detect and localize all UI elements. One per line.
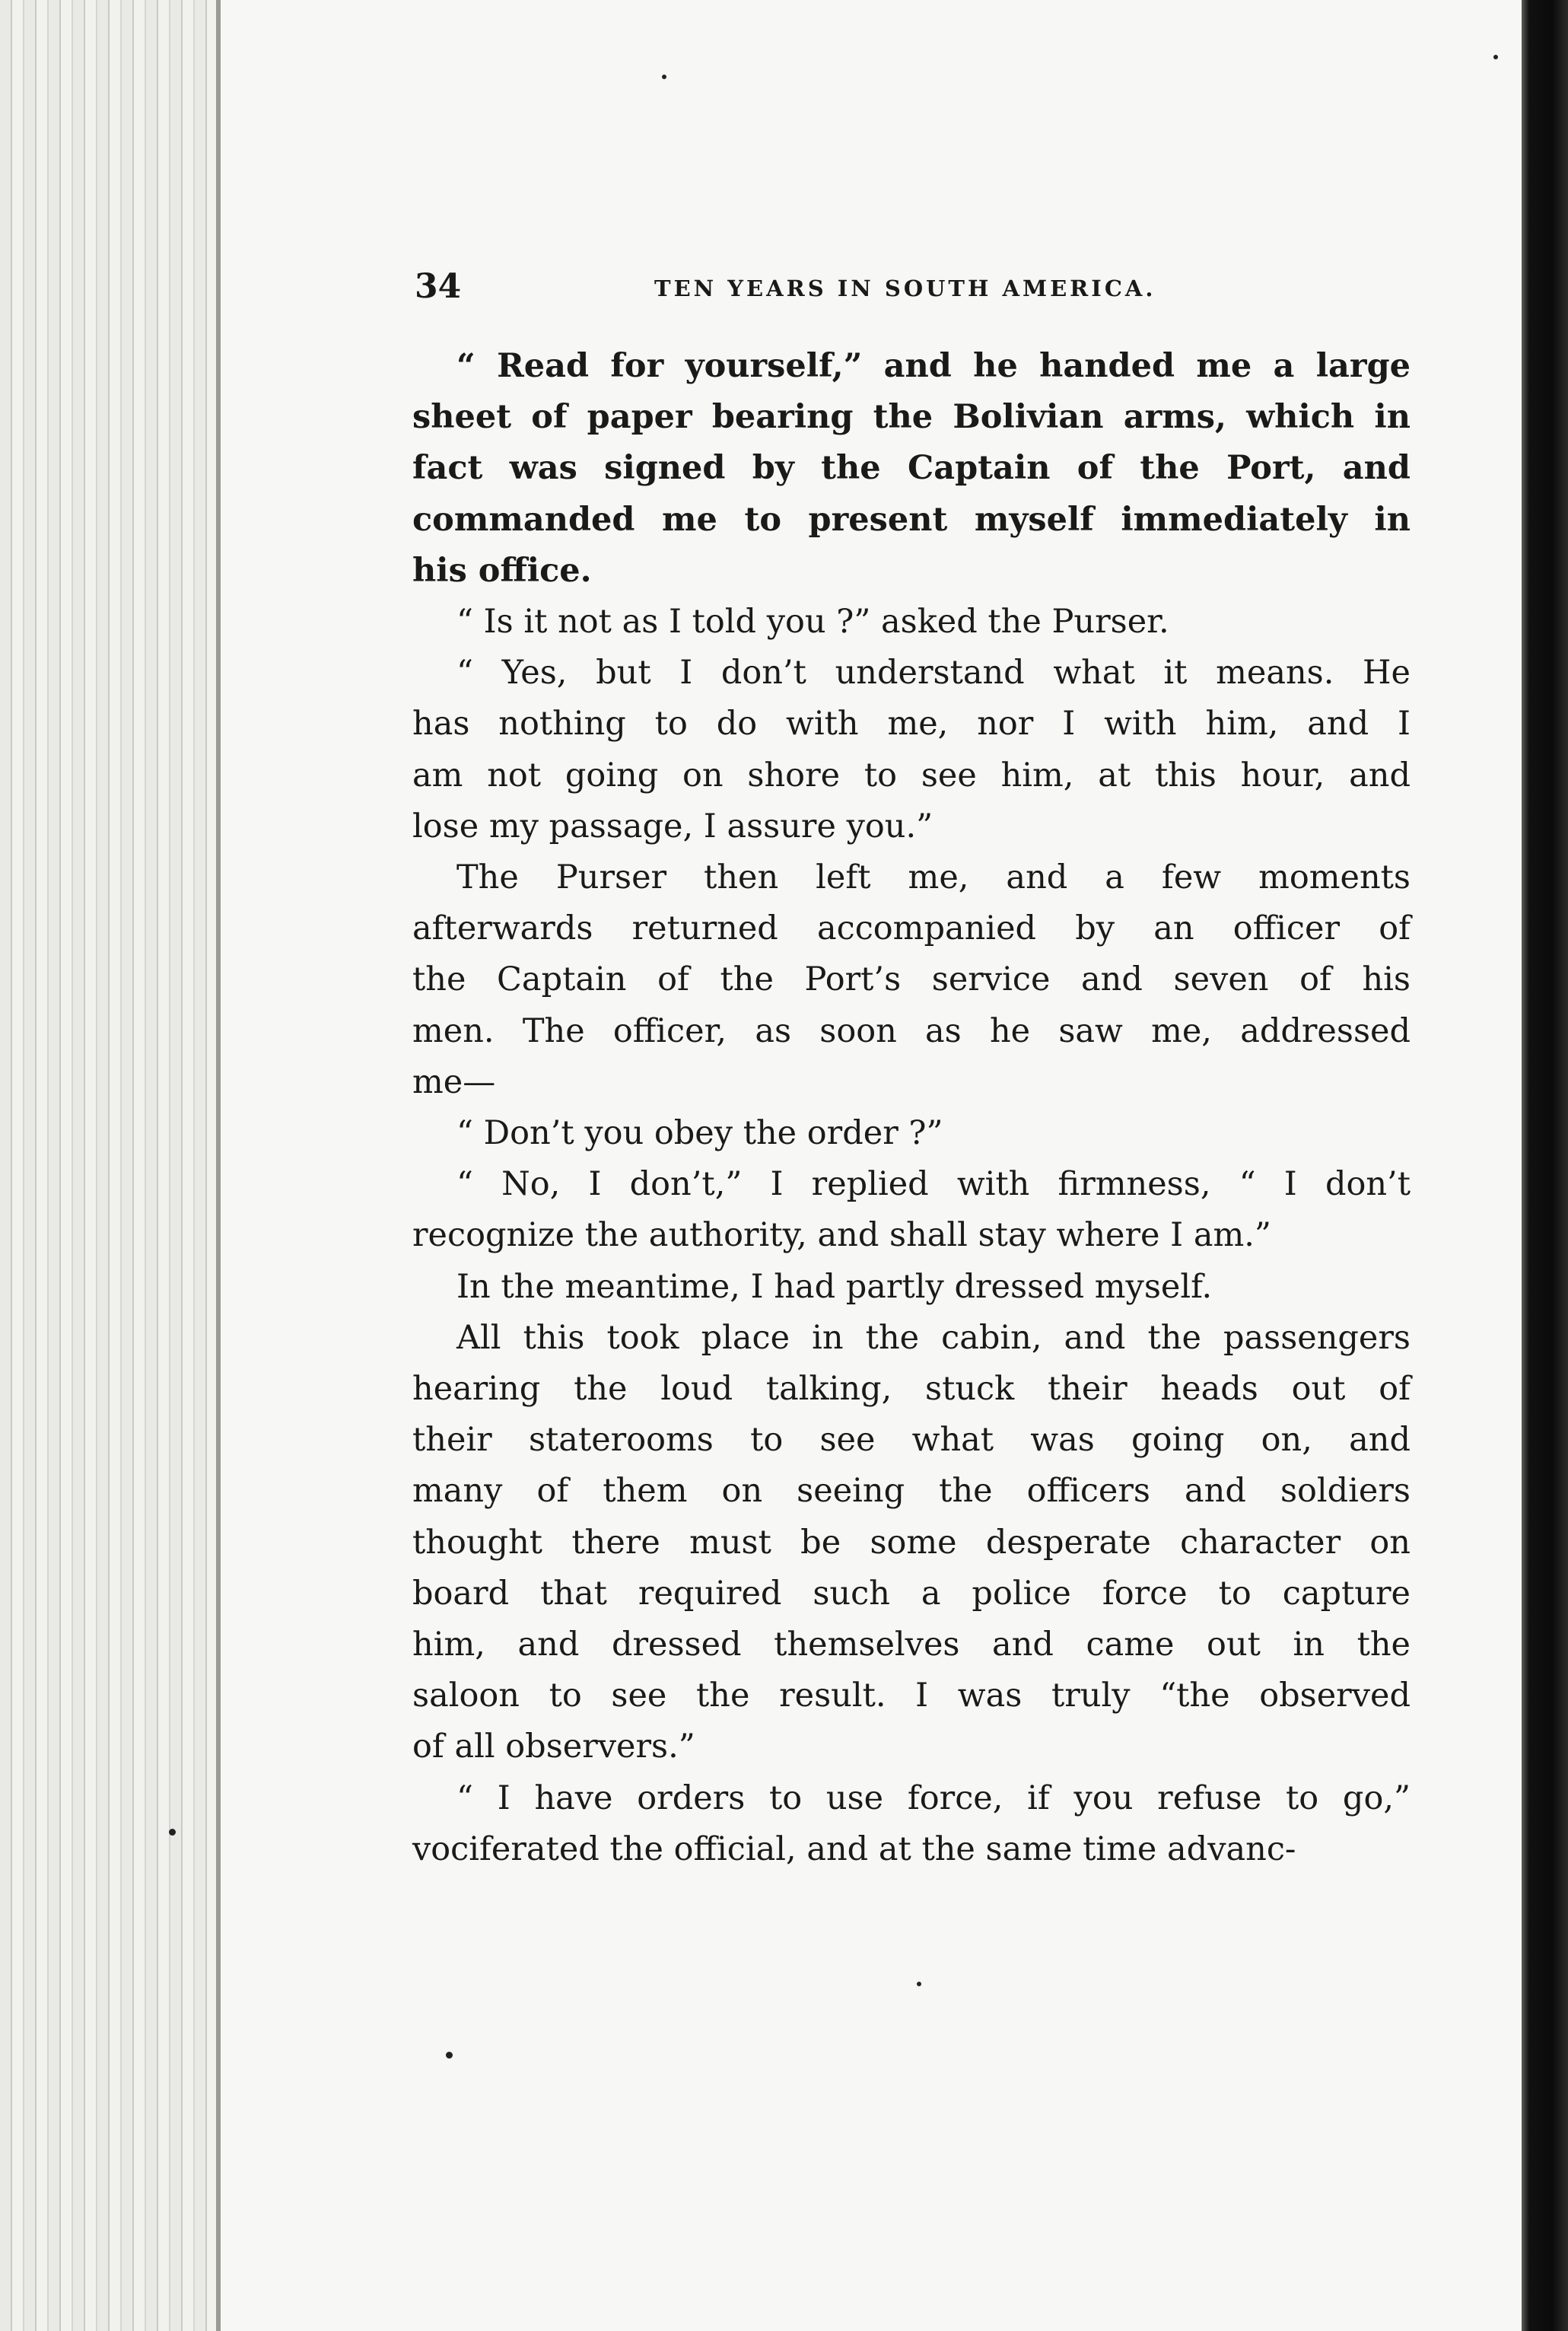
text-line: of all observers.”	[412, 1728, 695, 1766]
text-line: men. The officer, as soon as he saw me, addressed	[412, 1011, 1411, 1050]
paragraph	[412, 597, 1411, 648]
paragraph	[412, 341, 1411, 597]
stacked-page-edges	[0, 0, 221, 2331]
text-line: many of them on seeing the officers and soldiers	[412, 1472, 1411, 1511]
text-line: “ Read for yourself,” and he handed me a large	[456, 347, 1411, 385]
text-line: “ Don’t you obey the order ?”	[456, 1114, 943, 1153]
text-line: the Captain of the Port’s service and seven of his	[412, 960, 1411, 999]
text-line: recognize the authority, and shall stay where I am.”	[412, 1216, 1271, 1255]
body-text	[412, 341, 1411, 1875]
text-line: commanded me to present myself immediately in	[412, 500, 1411, 539]
text-line: lose my passage, I assure you.”	[412, 807, 933, 845]
text-line: hearing the loud talking, stuck their heads out of	[412, 1370, 1411, 1409]
text-line: me—	[412, 1062, 496, 1101]
text-line: am not going on shore to see him, at this hour, and	[412, 756, 1411, 795]
text-line: “ Yes, but I don’t understand what it means. He	[456, 654, 1411, 693]
text-line: thought there must be some desperate character on	[412, 1523, 1411, 1562]
text-line: “ I have orders to use force, if you refuse to go,”	[456, 1779, 1411, 1817]
text-line: has nothing to do with me, nor I with him, and I	[412, 705, 1411, 744]
text-line: “ No, I don’t,” I replied with firmness, “ I don’t	[456, 1165, 1411, 1204]
print-speck	[446, 2052, 453, 2059]
running-title: TEN YEARS IN SOUTH AMERICA.	[654, 275, 1156, 301]
text-line: The Purser then left me, and a few moments	[456, 858, 1411, 897]
binding-edge	[1522, 0, 1568, 2331]
paragraph	[412, 852, 1411, 1108]
print-speck	[1493, 55, 1498, 59]
text-line: fact was signed by the Captain of the Port, and	[412, 449, 1411, 488]
print-speck	[917, 1982, 921, 1986]
paragraph	[412, 1159, 1411, 1261]
page-header	[415, 263, 1411, 316]
paragraph	[412, 1262, 1411, 1313]
paragraph	[412, 1108, 1411, 1159]
print-speck	[169, 1829, 176, 1836]
text-line: vociferated the official, and at the same time advanc-	[412, 1829, 1296, 1868]
text-line: board that required such a police force to capture	[412, 1574, 1411, 1613]
text-line: sheet of paper bearing the Bolivian arms, which in	[412, 398, 1411, 437]
text-line: All this took place in the cabin, and the passengers	[456, 1318, 1411, 1357]
paragraph	[412, 648, 1411, 852]
text-line: afterwards returned accompanied by an officer of	[412, 909, 1411, 948]
paragraph	[412, 1773, 1411, 1875]
text-line: “ Is it not as I told you ?” asked the Purser.	[456, 603, 1169, 642]
text-line: In the meantime, I had partly dressed myself.	[456, 1267, 1213, 1306]
text-line: their staterooms to see what was going on, and	[412, 1421, 1411, 1460]
print-speck	[662, 75, 666, 79]
text-line: his office.	[412, 551, 592, 590]
text-line: saloon to see the result. I was truly “the observed	[412, 1677, 1411, 1715]
page-number: 34	[415, 267, 462, 306]
paragraph	[412, 1313, 1411, 1773]
text-line: him, and dressed themselves and came out in the	[412, 1626, 1411, 1664]
